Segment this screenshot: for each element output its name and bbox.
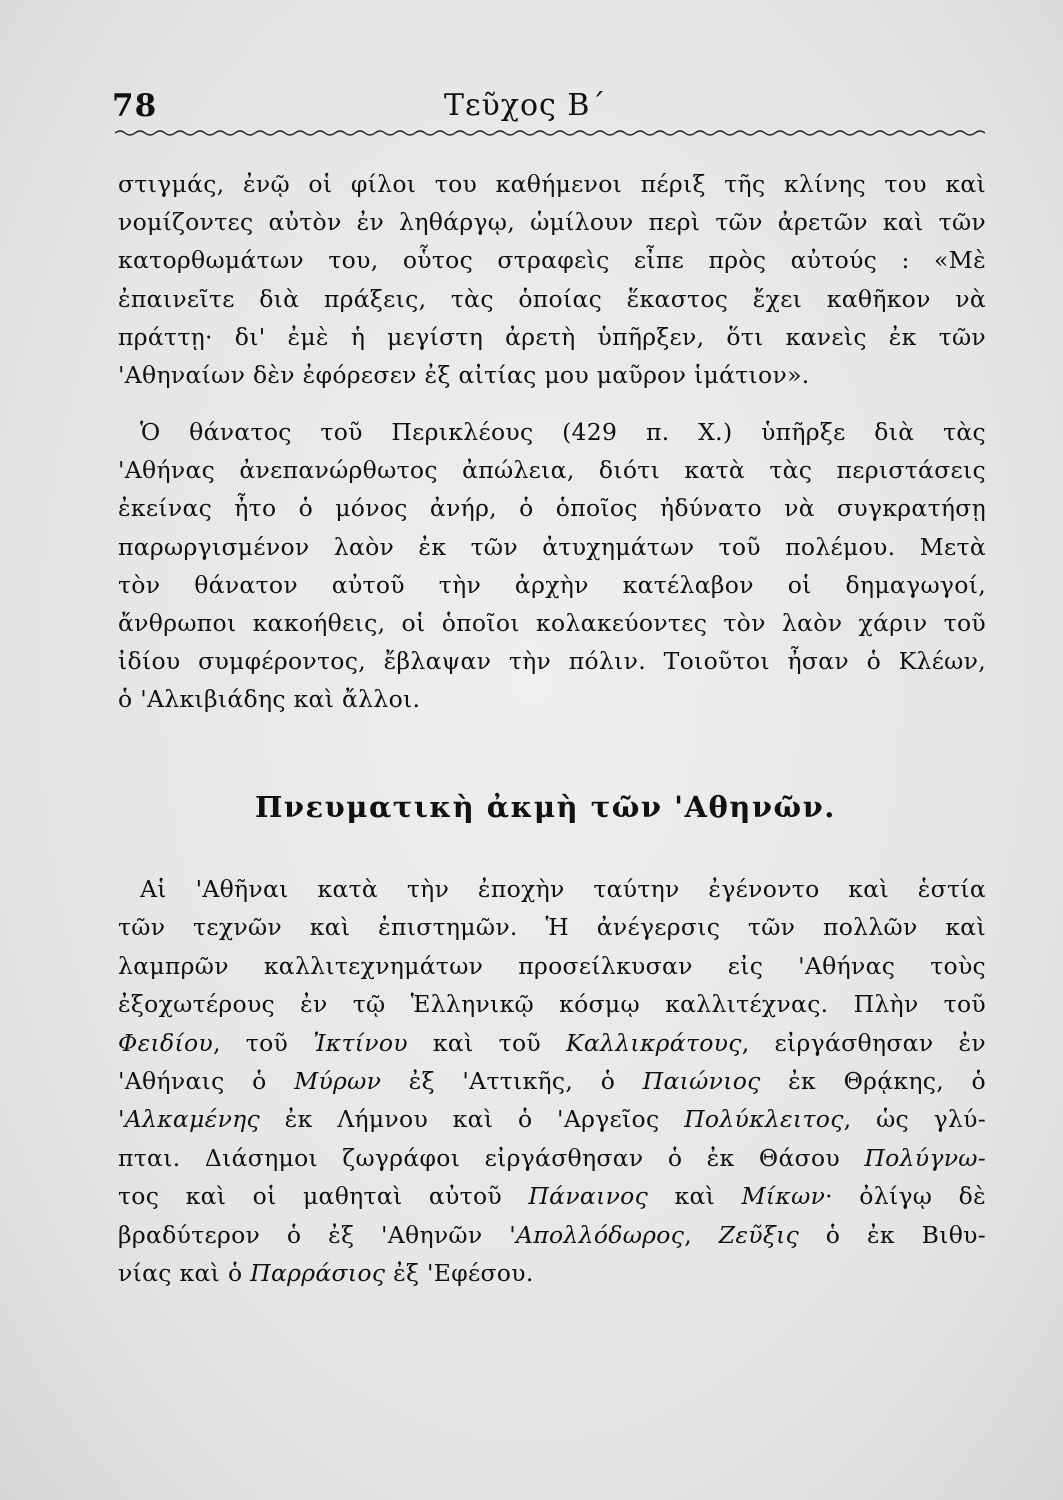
text-run: ἐξ 'Εφέσου. [385, 1259, 534, 1288]
text-run: τος καὶ οἱ μαθηταὶ αὐτοῦ [118, 1182, 529, 1211]
text-line: 'Αθήνας ἀνεπανώρθωτος ἀπώλεια, διότι κατὰ τὰς περιστάσεις [118, 456, 986, 485]
name-italic: Πολύγνω- [864, 1143, 986, 1172]
text-line [118, 1254, 986, 1292]
text-line [118, 1216, 986, 1254]
text-run: 'Αθήναις ὁ [118, 1067, 295, 1096]
text-line: κατορθωμάτων του, οὗτος στραφεὶς εἶπε πρὸς αὐτούς : «Μὲ [118, 246, 986, 275]
text-run: , [684, 1220, 719, 1249]
paragraph-1 [118, 165, 986, 394]
name-italic: 'Απολλόδωρος [509, 1220, 685, 1249]
text-run: καὶ [648, 1182, 742, 1211]
text-line: ἄνθρωποι κακοήθεις, οἱ ὁποῖοι κολακεύοντες τὸν λαὸν χάριν τοῦ [118, 609, 986, 638]
text-line: λαμπρῶν καλλιτεχνημάτων προσείλκυσαν εἰς 'Αθήνας τοὺς [118, 951, 986, 980]
text-line: ἐπαινεῖτε διὰ πράξεις, τὰς ὁποίας ἕκαστος ἔχει καθῆκον νὰ [118, 284, 986, 313]
text-line [118, 1139, 986, 1177]
name-italic: Παρράσιος [250, 1259, 386, 1288]
text-line: παρωργισμένον λαὸν ἐκ τῶν ἀτυχημάτων τοῦ πολέμου. Μετὰ [118, 532, 986, 561]
name-italic: Μίκων [741, 1182, 826, 1211]
name-italic: Παιώνιος [642, 1067, 761, 1096]
text-run: ὁ ἐκ Βιθυ- [799, 1220, 986, 1249]
wavy-rule [115, 128, 985, 138]
text-line: στιγμάς, ἐνῷ οἱ φίλοι του καθήμενοι πέριξ τῆς κλίνης του καὶ [118, 170, 986, 198]
text-run: πται. Διάσημοι ζωγράφοι εἰργάσθησαν ὁ ἐκ Θάσου [118, 1143, 865, 1172]
page-number: 78 [112, 88, 158, 124]
text-line: Αἱ 'Αθῆναι κατὰ τὴν ἐποχὴν ταύτην ἐγένοντο καὶ ἑστία [140, 875, 986, 903]
text-line [118, 1177, 986, 1215]
page-header [112, 88, 982, 128]
text-line: ἰδίου συμφέροντος, ἔβλαψαν τὴν πόλιν. Τοιοῦτοι ἦσαν ὁ Κλέων, [118, 647, 986, 676]
text-run: · ὀλίγῳ δὲ [825, 1182, 986, 1211]
text-run: ἐκ Θρᾴκης, ὁ [760, 1067, 986, 1096]
name-italic: Ἰκτίνου [313, 1028, 408, 1057]
text-line: ὁ 'Αλκιβιάδης καὶ ἄλλοι. [118, 685, 421, 714]
name-italic: Μύρων [294, 1067, 382, 1096]
name-italic: Φειδίου [118, 1028, 213, 1057]
text-line [118, 1024, 986, 1062]
name-italic: Καλλικράτους [566, 1028, 742, 1057]
text-line: νομίζοντες αὐτὸν ἐν ληθάργῳ, ὡμίλουν περὶ τῶν ἀρετῶν καὶ τῶν [118, 208, 986, 237]
text-run: ἐξ 'Αττικῆς, ὁ [381, 1067, 643, 1096]
name-italic: 'Αλκαμένης [118, 1105, 261, 1134]
text-line: τὸν θάνατον αὐτοῦ τὴν ἀρχὴν κατέλαβον οἱ δημαγωγοί, [118, 570, 986, 599]
text-line: 'Αθηναίων δὲν ἐφόρεσεν ἐξ αἰτίας μου μαῦρον ἱμάτιον». [118, 361, 810, 390]
text-line: Ὁ θάνατος τοῦ Περικλέους (429 π. Χ.) ὑπῆρξε διὰ τὰς [140, 418, 986, 446]
text-run: , τοῦ [213, 1028, 314, 1057]
section-heading: Πνευματικὴ ἀκμὴ τῶν 'Αθηνῶν. [255, 790, 836, 824]
text-run: βραδύτερον ὁ ἐξ 'Αθηνῶν [118, 1220, 510, 1249]
name-italic: Πάναινος [528, 1182, 649, 1211]
name-italic: Πολύκλειτος [684, 1105, 844, 1134]
running-title: Τεῦχος Β΄ [444, 88, 607, 123]
paragraph-2 [118, 413, 986, 719]
text-line: τῶν τεχνῶν καὶ ἐπιστημῶν. Ἡ ἀνέγερσις τῶν πολλῶν καὶ [118, 913, 986, 942]
text-run: νίας καὶ ὁ [118, 1259, 251, 1288]
text-line: πράττῃ· δι' ἐμὲ ἡ μεγίστη ἀρετὴ ὑπῆρξεν, ὅτι κανεὶς ἐκ τῶν [118, 322, 986, 351]
text-run: ἐκ Λήμνου καὶ ὁ 'Αργεῖος [260, 1105, 685, 1134]
paragraph-3 [118, 870, 986, 1292]
text-line: ἐξοχωτέρους ἐν τῷ Ἑλληνικῷ κόσμῳ καλλιτέχνας. Πλὴν τοῦ [118, 990, 986, 1019]
text-line [118, 1100, 986, 1138]
text-line: ἐκείνας ἦτο ὁ μόνος ἀνήρ, ὁ ὁποῖος ἠδύνατο νὰ συγκρατήσῃ [118, 494, 986, 523]
name-italic: Ζεῦξις [718, 1220, 800, 1249]
text-run: , ὡς γλύ- [843, 1105, 986, 1134]
text-line [118, 1062, 986, 1100]
text-run: , εἰργάσθησαν ἐν [741, 1028, 986, 1057]
text-run: καὶ τοῦ [407, 1028, 567, 1057]
